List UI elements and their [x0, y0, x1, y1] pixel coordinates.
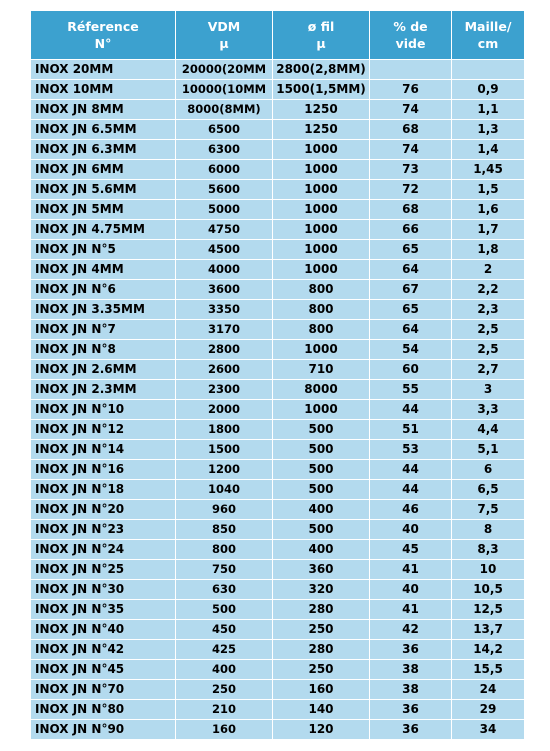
cell-reference: INOX JN N°80: [31, 700, 176, 720]
cell-vdm: 8000(8MM): [176, 100, 273, 120]
cell-wire-diameter: 500: [273, 460, 370, 480]
cell-mesh-per-cm: 1,3: [452, 120, 525, 140]
cell-reference: INOX JN N°20: [31, 500, 176, 520]
cell-reference: INOX JN N°8: [31, 340, 176, 360]
cell-vdm: 2600: [176, 360, 273, 380]
cell-open-area: 36: [370, 720, 452, 740]
cell-reference: INOX JN N°42: [31, 640, 176, 660]
cell-wire-diameter: 250: [273, 660, 370, 680]
table-row: [31, 200, 525, 220]
cell-wire-diameter: 1250: [273, 120, 370, 140]
cell-open-area: 68: [370, 200, 452, 220]
header-wire-diameter: [273, 11, 370, 60]
cell-vdm: 2800: [176, 340, 273, 360]
table-row: [31, 360, 525, 380]
table-row: [31, 600, 525, 620]
mesh-spec-table-container: [30, 10, 524, 740]
cell-vdm: 5600: [176, 180, 273, 200]
cell-open-area: 36: [370, 640, 452, 660]
cell-wire-diameter: 250: [273, 620, 370, 640]
cell-reference: INOX JN 2.6MM: [31, 360, 176, 380]
cell-reference: INOX JN 4MM: [31, 260, 176, 280]
cell-reference: INOX JN N°6: [31, 280, 176, 300]
table-row: [31, 680, 525, 700]
cell-wire-diameter: 1000: [273, 220, 370, 240]
table-row: [31, 240, 525, 260]
cell-mesh-per-cm: 1,5: [452, 180, 525, 200]
cell-vdm: 500: [176, 600, 273, 620]
cell-open-area: 44: [370, 480, 452, 500]
cell-vdm: 4000: [176, 260, 273, 280]
cell-reference: INOX JN 3.35MM: [31, 300, 176, 320]
cell-wire-diameter: 800: [273, 280, 370, 300]
cell-vdm: 1800: [176, 420, 273, 440]
cell-open-area: 66: [370, 220, 452, 240]
cell-reference: INOX 20MM: [31, 60, 176, 80]
header-vdm-line2: μ: [219, 36, 229, 51]
cell-open-area: 53: [370, 440, 452, 460]
cell-wire-diameter: 2800(2,8MM): [273, 60, 370, 80]
cell-reference: INOX JN N°18: [31, 480, 176, 500]
table-row: [31, 340, 525, 360]
header-row: [31, 11, 525, 60]
cell-vdm: 20000(20MM: [176, 60, 273, 80]
cell-open-area: 38: [370, 680, 452, 700]
cell-vdm: 450: [176, 620, 273, 640]
table-row: [31, 80, 525, 100]
cell-wire-diameter: 400: [273, 540, 370, 560]
cell-reference: INOX JN N°23: [31, 520, 176, 540]
header-wire-line2: μ: [316, 36, 326, 51]
cell-wire-diameter: 1000: [273, 240, 370, 260]
cell-reference: INOX JN 4.75MM: [31, 220, 176, 240]
table-row: [31, 420, 525, 440]
table-row: [31, 500, 525, 520]
table-row: [31, 120, 525, 140]
cell-wire-diameter: 1000: [273, 340, 370, 360]
cell-wire-diameter: 800: [273, 320, 370, 340]
cell-wire-diameter: 320: [273, 580, 370, 600]
cell-mesh-per-cm: 34: [452, 720, 525, 740]
cell-open-area: 73: [370, 160, 452, 180]
header-mesh-per-cm: [452, 11, 525, 60]
cell-wire-diameter: 1000: [273, 200, 370, 220]
cell-mesh-per-cm: 8: [452, 520, 525, 540]
cell-mesh-per-cm: 10,5: [452, 580, 525, 600]
header-reference-line2: N°: [94, 36, 112, 51]
cell-mesh-per-cm: 3,3: [452, 400, 525, 420]
table-row: [31, 320, 525, 340]
header-vdm: [176, 11, 273, 60]
cell-open-area: 76: [370, 80, 452, 100]
cell-reference: INOX JN N°40: [31, 620, 176, 640]
cell-open-area: 36: [370, 700, 452, 720]
cell-wire-diameter: 500: [273, 420, 370, 440]
header-mesh-line2: cm: [477, 36, 499, 51]
cell-mesh-per-cm: 14,2: [452, 640, 525, 660]
table-row: [31, 560, 525, 580]
cell-open-area: 74: [370, 140, 452, 160]
table-row: [31, 640, 525, 660]
table-row: [31, 520, 525, 540]
cell-mesh-per-cm: 2,7: [452, 360, 525, 380]
cell-open-area: 40: [370, 580, 452, 600]
cell-reference: INOX JN N°14: [31, 440, 176, 460]
table-row: [31, 720, 525, 740]
cell-vdm: 3350: [176, 300, 273, 320]
cell-wire-diameter: 800: [273, 300, 370, 320]
cell-wire-diameter: 1000: [273, 400, 370, 420]
table-body: [31, 60, 525, 740]
header-open-area: [370, 11, 452, 60]
cell-open-area: 51: [370, 420, 452, 440]
table-row: [31, 260, 525, 280]
cell-vdm: 4500: [176, 240, 273, 260]
cell-wire-diameter: 8000: [273, 380, 370, 400]
table-row: [31, 400, 525, 420]
cell-mesh-per-cm: 1,6: [452, 200, 525, 220]
mesh-spec-table: [30, 10, 525, 740]
cell-wire-diameter: 500: [273, 520, 370, 540]
cell-mesh-per-cm: 1,45: [452, 160, 525, 180]
cell-open-area: 55: [370, 380, 452, 400]
cell-mesh-per-cm: 4,4: [452, 420, 525, 440]
cell-open-area: 41: [370, 600, 452, 620]
cell-wire-diameter: 120: [273, 720, 370, 740]
cell-vdm: 400: [176, 660, 273, 680]
cell-mesh-per-cm: [452, 60, 525, 80]
cell-open-area: [370, 60, 452, 80]
cell-mesh-per-cm: 2,2: [452, 280, 525, 300]
cell-wire-diameter: 280: [273, 640, 370, 660]
table-row: [31, 60, 525, 80]
cell-reference: INOX JN 6.3MM: [31, 140, 176, 160]
cell-open-area: 40: [370, 520, 452, 540]
cell-open-area: 64: [370, 320, 452, 340]
cell-open-area: 65: [370, 240, 452, 260]
table-row: [31, 220, 525, 240]
cell-wire-diameter: 1250: [273, 100, 370, 120]
cell-reference: INOX 10MM: [31, 80, 176, 100]
cell-wire-diameter: 160: [273, 680, 370, 700]
cell-vdm: 6300: [176, 140, 273, 160]
table-row: [31, 460, 525, 480]
cell-reference: INOX JN N°45: [31, 660, 176, 680]
cell-mesh-per-cm: 5,1: [452, 440, 525, 460]
cell-vdm: 425: [176, 640, 273, 660]
cell-vdm: 3170: [176, 320, 273, 340]
cell-vdm: 6500: [176, 120, 273, 140]
cell-vdm: 5000: [176, 200, 273, 220]
cell-open-area: 72: [370, 180, 452, 200]
cell-vdm: 10000(10MM: [176, 80, 273, 100]
cell-vdm: 250: [176, 680, 273, 700]
cell-mesh-per-cm: 2: [452, 260, 525, 280]
cell-open-area: 45: [370, 540, 452, 560]
header-reference-line1: Réference: [67, 19, 139, 34]
cell-open-area: 65: [370, 300, 452, 320]
cell-wire-diameter: 1500(1,5MM): [273, 80, 370, 100]
cell-vdm: 960: [176, 500, 273, 520]
header-vdm-line1: VDM: [207, 19, 241, 34]
cell-wire-diameter: 400: [273, 500, 370, 520]
cell-reference: INOX JN N°70: [31, 680, 176, 700]
cell-reference: INOX JN N°10: [31, 400, 176, 420]
cell-open-area: 60: [370, 360, 452, 380]
table-row: [31, 300, 525, 320]
cell-wire-diameter: 360: [273, 560, 370, 580]
cell-reference: INOX JN N°30: [31, 580, 176, 600]
cell-mesh-per-cm: 1,4: [452, 140, 525, 160]
cell-mesh-per-cm: 1,1: [452, 100, 525, 120]
cell-mesh-per-cm: 13,7: [452, 620, 525, 640]
cell-vdm: 1040: [176, 480, 273, 500]
cell-mesh-per-cm: 2,5: [452, 320, 525, 340]
cell-vdm: 2000: [176, 400, 273, 420]
cell-reference: INOX JN N°24: [31, 540, 176, 560]
cell-mesh-per-cm: 6: [452, 460, 525, 480]
header-mesh-line1: Maille/: [464, 19, 512, 34]
cell-wire-diameter: 500: [273, 440, 370, 460]
cell-reference: INOX JN 6.5MM: [31, 120, 176, 140]
cell-mesh-per-cm: 15,5: [452, 660, 525, 680]
cell-reference: INOX JN N°5: [31, 240, 176, 260]
cell-vdm: 850: [176, 520, 273, 540]
cell-vdm: 800: [176, 540, 273, 560]
cell-reference: INOX JN N°90: [31, 720, 176, 740]
table-row: [31, 480, 525, 500]
cell-reference: INOX JN 5MM: [31, 200, 176, 220]
table-row: [31, 280, 525, 300]
cell-mesh-per-cm: 29: [452, 700, 525, 720]
header-reference: [31, 11, 176, 60]
cell-open-area: 38: [370, 660, 452, 680]
cell-reference: INOX JN N°16: [31, 460, 176, 480]
cell-reference: INOX JN 8MM: [31, 100, 176, 120]
cell-wire-diameter: 140: [273, 700, 370, 720]
cell-open-area: 68: [370, 120, 452, 140]
cell-reference: INOX JN 2.3MM: [31, 380, 176, 400]
cell-open-area: 44: [370, 460, 452, 480]
cell-reference: INOX JN N°35: [31, 600, 176, 620]
cell-mesh-per-cm: 1,8: [452, 240, 525, 260]
cell-vdm: 160: [176, 720, 273, 740]
cell-open-area: 54: [370, 340, 452, 360]
cell-wire-diameter: 1000: [273, 180, 370, 200]
cell-mesh-per-cm: 10: [452, 560, 525, 580]
table-row: [31, 140, 525, 160]
cell-open-area: 42: [370, 620, 452, 640]
cell-vdm: 6000: [176, 160, 273, 180]
cell-open-area: 64: [370, 260, 452, 280]
table-row: [31, 100, 525, 120]
cell-open-area: 46: [370, 500, 452, 520]
cell-open-area: 74: [370, 100, 452, 120]
cell-mesh-per-cm: 7,5: [452, 500, 525, 520]
cell-vdm: 750: [176, 560, 273, 580]
table-row: [31, 160, 525, 180]
cell-vdm: 210: [176, 700, 273, 720]
header-wire-line1: ø fil: [307, 19, 335, 34]
cell-mesh-per-cm: 0,9: [452, 80, 525, 100]
header-open-area-line2: vide: [395, 36, 426, 51]
cell-vdm: 4750: [176, 220, 273, 240]
cell-vdm: 1500: [176, 440, 273, 460]
cell-mesh-per-cm: 12,5: [452, 600, 525, 620]
cell-mesh-per-cm: 6,5: [452, 480, 525, 500]
cell-reference: INOX JN 6MM: [31, 160, 176, 180]
cell-vdm: 1200: [176, 460, 273, 480]
cell-vdm: 3600: [176, 280, 273, 300]
cell-mesh-per-cm: 2,5: [452, 340, 525, 360]
table-row: [31, 380, 525, 400]
cell-wire-diameter: 1000: [273, 260, 370, 280]
cell-reference: INOX JN N°7: [31, 320, 176, 340]
table-row: [31, 440, 525, 460]
cell-mesh-per-cm: 24: [452, 680, 525, 700]
cell-reference: INOX JN N°25: [31, 560, 176, 580]
cell-wire-diameter: 710: [273, 360, 370, 380]
table-row: [31, 180, 525, 200]
cell-open-area: 67: [370, 280, 452, 300]
cell-reference: INOX JN N°12: [31, 420, 176, 440]
cell-wire-diameter: 1000: [273, 160, 370, 180]
cell-open-area: 41: [370, 560, 452, 580]
table-row: [31, 620, 525, 640]
table-row: [31, 700, 525, 720]
cell-wire-diameter: 280: [273, 600, 370, 620]
table-row: [31, 660, 525, 680]
cell-mesh-per-cm: 3: [452, 380, 525, 400]
cell-mesh-per-cm: 2,3: [452, 300, 525, 320]
table-row: [31, 580, 525, 600]
cell-vdm: 630: [176, 580, 273, 600]
cell-wire-diameter: 1000: [273, 140, 370, 160]
cell-open-area: 44: [370, 400, 452, 420]
cell-vdm: 2300: [176, 380, 273, 400]
table-row: [31, 540, 525, 560]
cell-mesh-per-cm: 8,3: [452, 540, 525, 560]
cell-mesh-per-cm: 1,7: [452, 220, 525, 240]
cell-wire-diameter: 500: [273, 480, 370, 500]
header-open-area-line1: % de: [393, 19, 428, 34]
cell-reference: INOX JN 5.6MM: [31, 180, 176, 200]
